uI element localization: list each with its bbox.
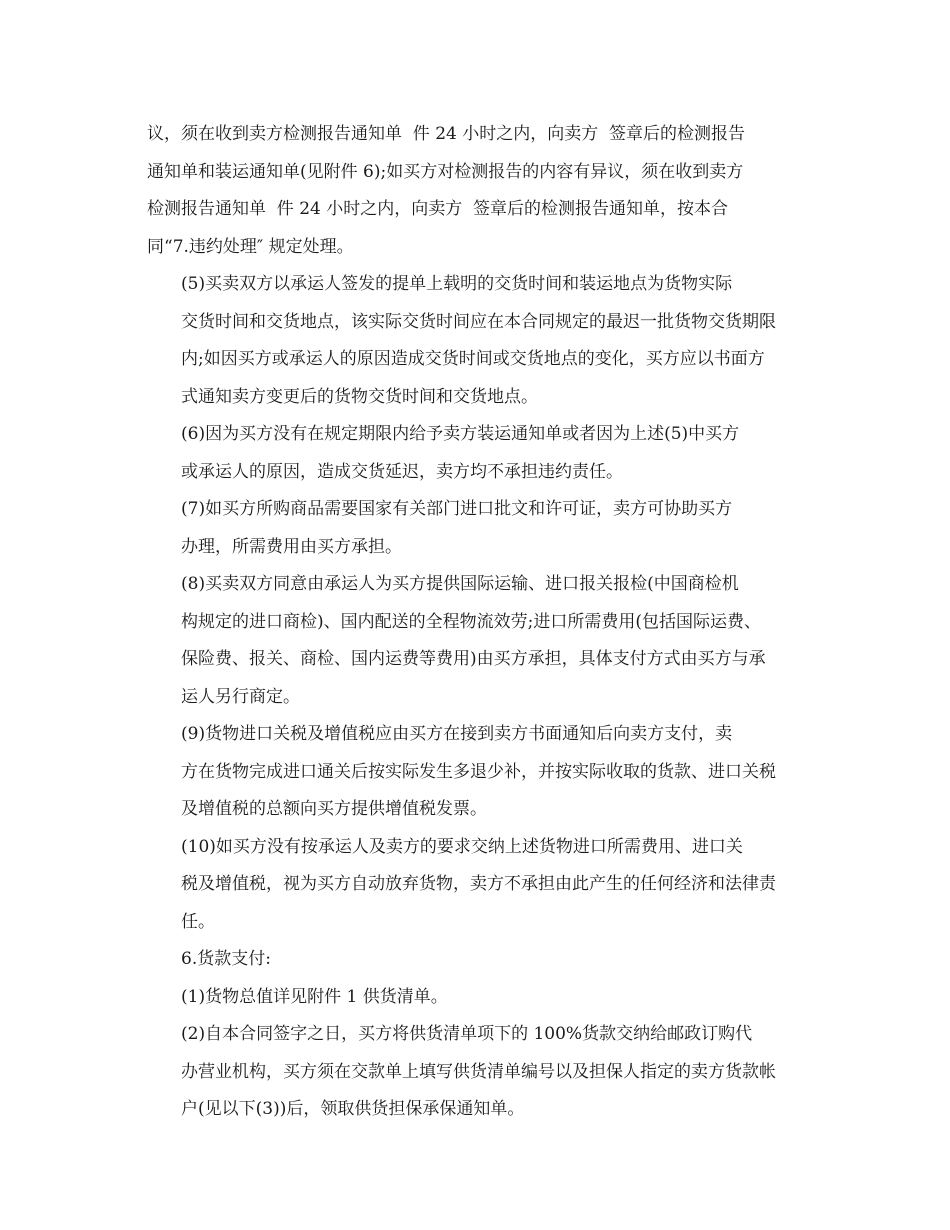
text-line: 式通知卖方变更后的货物交货时间和交货地点。 <box>181 386 538 407</box>
text-line: 办理，所需费用由买方承担。 <box>181 536 402 557</box>
text-line: 或承运人的原因，造成交货延迟，卖方均不承担违约责任。 <box>181 461 623 482</box>
text-line: 方在货物完成进口通关后按实际发生多退少补，并按实际收取的货款、进口关税 <box>181 761 776 782</box>
paragraph-p-6-2 <box>147 1016 807 1129</box>
paragraph-p-7 <box>147 491 807 566</box>
text-line: (8)买卖双方同意由承运人为买方提供国际运输、进口报关报检(中国商检机 <box>181 574 739 594</box>
text-line: (10)如买方没有按承运人及卖方的要求交纳上述货物进口所需费用、进口关 <box>181 836 743 857</box>
text-line: 内;如因买方或承运人的原因造成交货时间或交货地点的变化，买方应以书面方 <box>181 349 765 369</box>
text-line: (2)自本合同签字之日，买方将供货清单项下的 100%货款交纳给邮政订购代 <box>181 1024 753 1044</box>
text-line: 通知单和装运通知单(见附件 6);如买方对检测报告的内容有异议，须在收到卖方 <box>147 161 744 182</box>
text-line: 任。 <box>181 911 215 932</box>
paragraph-p-9 <box>147 716 807 829</box>
paragraph-p-6-heading <box>147 941 807 979</box>
text-line: 议，须在收到卖方检测报告通知单 件 24 小时之内，向卖方 签章后的检测报告 <box>147 124 746 144</box>
paragraph-p-6-1 <box>147 979 807 1017</box>
text-line: 运人另行商定。 <box>181 686 300 707</box>
text-line: 税及增值税，视为买方自动放弃货物，卖方不承担由此产生的任何经济和法律责 <box>181 874 776 894</box>
paragraph-p-5 <box>147 266 807 416</box>
text-line: 构规定的进口商检)、国内配送的全程物流效劳;进口所需费用(包括国际运费、 <box>181 611 761 632</box>
text-line: 及增值税的总额向买方提供增值税发票。 <box>181 799 487 819</box>
paragraph-p-continued <box>147 116 807 266</box>
text-line: (9)货物进口关税及增值税应由买方在接到卖方书面通知后向卖方支付，卖 <box>181 724 733 744</box>
text-line: 办营业机构，买方须在交款单上填写供货清单编号以及担保人指定的卖方货款帐 <box>181 1061 776 1082</box>
paragraph-p-6 <box>147 416 807 491</box>
text-line: (5)买卖双方以承运人签发的提单上载明的交货时间和装运地点为货物实际 <box>181 274 733 294</box>
text-line: (6)因为买方没有在规定期限内给予卖方装运通知单或者因为上述(5)中买方 <box>181 424 740 444</box>
paragraph-p-10 <box>147 829 807 942</box>
text-line: 保险费、报关、商检、国内运费等费用)由买方承担，具体支付方式由买方与承 <box>181 649 766 669</box>
text-line: 户(见以下(3))后，领取供货担保承保通知单。 <box>181 1099 525 1119</box>
text-line: (1)货物总值详见附件 1 供货清单。 <box>181 986 448 1007</box>
document-body <box>147 116 807 1129</box>
text-line: (7)如买方所购商品需要国家有关部门进口批文和许可证，卖方可协助买方 <box>181 499 733 519</box>
text-line: 6.货款支付: <box>181 949 271 969</box>
text-line: 检测报告通知单 件 24 小时之内，向卖方 签章后的检测报告通知单，按本合 <box>147 199 729 219</box>
paragraph-p-8 <box>147 566 807 716</box>
text-line: 交货时间和交货地点，该实际交货时间应在本合同规定的最迟一批货物交货期限 <box>181 311 776 332</box>
text-line: 同“7.违约处理″ 规定处理。 <box>147 236 354 257</box>
